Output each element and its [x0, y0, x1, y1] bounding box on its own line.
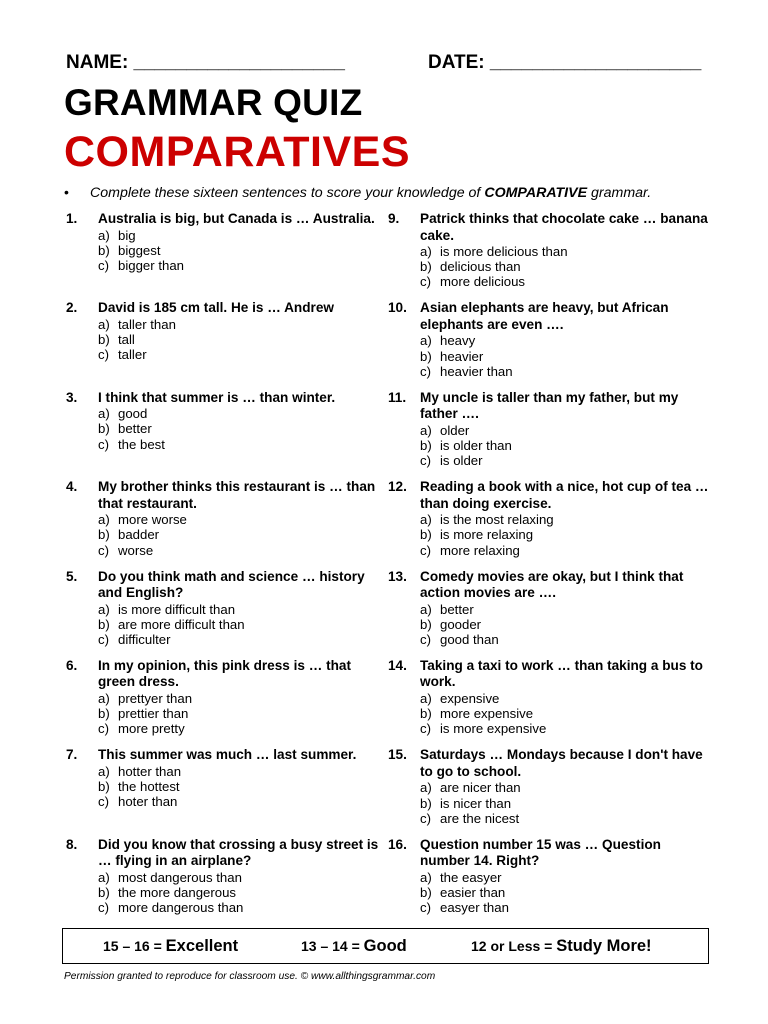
question-text: Do you think math and science … history and English?: [98, 568, 365, 601]
option-letter: c): [420, 453, 431, 469]
option-text: is older than: [440, 437, 512, 453]
option-letter: a): [420, 869, 432, 885]
question-number: 10.: [388, 300, 407, 316]
answer-option[interactable]: [420, 780, 712, 795]
question-text: In my opinion, this pink dress is … that green dress.: [98, 657, 352, 690]
option-text: heavier: [440, 348, 484, 364]
question-body: [420, 390, 712, 469]
answer-option[interactable]: [420, 543, 712, 558]
question-text: Patrick thinks that chocolate cake … banana cake.: [420, 211, 708, 243]
option-text: the hottest: [118, 779, 180, 795]
question-number: 12.: [388, 479, 407, 495]
question-item: [388, 747, 708, 836]
answer-option[interactable]: [98, 721, 390, 736]
question-body: [98, 390, 390, 452]
answer-option[interactable]: [98, 764, 390, 779]
option-letter: b): [420, 616, 432, 632]
answer-option[interactable]: [420, 364, 712, 379]
score-label: Excellent: [165, 937, 239, 955]
answer-option[interactable]: [420, 617, 712, 632]
option-letter: c): [98, 436, 109, 452]
option-letter: b): [98, 332, 110, 348]
answer-option[interactable]: [420, 527, 712, 542]
option-text: tall: [118, 332, 135, 348]
page-subtitle: COMPARATIVES: [64, 128, 411, 176]
question-number: 6.: [66, 657, 78, 673]
question-text: David is 185 cm tall. He is … Andrew: [98, 300, 334, 316]
option-text: better: [440, 601, 474, 617]
question-number: 13.: [388, 568, 407, 584]
score-range: 15 – 16 =: [103, 938, 166, 954]
question-number: 16.: [388, 836, 407, 852]
option-letter: a): [98, 227, 110, 243]
answer-option[interactable]: [420, 349, 712, 364]
question-body: [98, 211, 390, 273]
page-title: GRAMMAR QUIZ: [64, 82, 363, 123]
option-text: is more relaxing: [440, 527, 534, 543]
score-excellent: [103, 937, 238, 956]
question-body: [98, 837, 390, 916]
question-text: Taking a taxi to work … than taking a bus to work.: [420, 657, 703, 690]
option-text: badder: [118, 527, 160, 543]
option-text: gooder: [440, 616, 482, 632]
option-letter: b): [420, 884, 432, 900]
score-good: [301, 937, 407, 956]
answer-option[interactable]: [420, 244, 712, 259]
scoring-box: [62, 928, 709, 964]
option-letter: a): [420, 690, 432, 706]
option-text: are the nicest: [440, 810, 520, 826]
question-item: [66, 658, 386, 747]
option-letter: b): [420, 348, 432, 364]
question-text: Asian elephants are heavy, but African elephants are even ….: [420, 300, 669, 332]
option-text: easyer than: [440, 900, 509, 916]
footer-permission: Permission granted to reproduce for classroom use. © www.allthingsgrammar.com: [64, 971, 436, 982]
answer-option[interactable]: [420, 870, 712, 885]
answer-option[interactable]: [420, 453, 712, 468]
option-text: good than: [440, 631, 499, 647]
option-letter: c): [420, 363, 431, 379]
question-text: Australia is big, but Canada is … Australia.: [98, 211, 375, 226]
question-text: Reading a book with a nice, hot cup of tea … than doing exercise.: [420, 479, 709, 511]
question-number: 7.: [66, 747, 78, 763]
option-letter: c): [98, 900, 109, 916]
option-text: is more delicious than: [440, 244, 568, 259]
question-body: [420, 211, 712, 290]
option-letter: a): [98, 690, 110, 706]
option-letter: c): [98, 257, 109, 273]
question-number: 3.: [66, 389, 78, 405]
option-text: prettier than: [118, 706, 189, 722]
answer-option[interactable]: [420, 796, 712, 811]
option-text: delicious than: [440, 259, 521, 275]
option-text: the more dangerous: [118, 884, 237, 900]
question-item: [66, 300, 386, 389]
answer-option[interactable]: [420, 259, 712, 274]
question-item: [66, 479, 386, 568]
option-text: older: [440, 422, 470, 438]
question-text: My uncle is taller than my father, but my father ….: [420, 389, 679, 422]
answer-option[interactable]: [98, 632, 390, 647]
option-letter: c): [98, 347, 109, 363]
option-letter: a): [420, 333, 432, 349]
questions-right-column: [388, 211, 708, 926]
option-text: more expensive: [440, 706, 534, 722]
bullet-icon: •: [64, 184, 69, 200]
question-number: 15.: [388, 747, 407, 763]
option-text: more relaxing: [440, 542, 520, 558]
answer-option[interactable]: [420, 885, 712, 900]
question-number: 8.: [66, 836, 78, 852]
score-study-more: [471, 937, 652, 956]
option-letter: c): [98, 721, 109, 737]
question-item: [388, 390, 708, 479]
option-text: biggest: [118, 242, 161, 258]
instructions: [64, 184, 724, 201]
answer-option[interactable]: [98, 258, 390, 273]
name-field[interactable]: NAME: ____________________: [66, 52, 345, 73]
option-letter: a): [420, 244, 432, 259]
option-text: difficulter: [118, 631, 171, 647]
question-body: [420, 837, 712, 916]
instructions-emphasis: COMPARATIVE: [484, 185, 588, 201]
answer-option[interactable]: [420, 632, 712, 647]
option-text: heavy: [440, 333, 476, 349]
question-number: 2.: [66, 300, 78, 316]
answer-option[interactable]: [98, 347, 390, 362]
question-item: [388, 300, 708, 389]
question-number: 5.: [66, 568, 78, 584]
question-body: [98, 569, 390, 648]
option-text: is nicer than: [440, 795, 512, 811]
option-letter: a): [98, 763, 110, 779]
option-text: bigger than: [118, 257, 184, 273]
option-text: easier than: [440, 884, 506, 900]
option-letter: b): [98, 779, 110, 795]
answer-option[interactable]: [98, 406, 390, 421]
option-letter: c): [420, 721, 431, 737]
question-body: [420, 569, 712, 648]
question-body: [98, 747, 390, 809]
option-text: prettyer than: [118, 690, 193, 706]
option-text: taller than: [118, 316, 176, 332]
question-item: [388, 211, 708, 300]
question-text: Did you know that crossing a busy street is … flying in an airplane?: [98, 836, 379, 869]
option-letter: b): [98, 884, 110, 900]
question-body: [420, 479, 712, 558]
answer-option[interactable]: [98, 885, 390, 900]
option-letter: b): [98, 706, 110, 722]
answer-option[interactable]: [98, 602, 390, 617]
question-text: I think that summer is … than winter.: [98, 389, 336, 405]
option-letter: a): [420, 422, 432, 438]
question-text: Comedy movies are okay, but I think that action movies are ….: [420, 568, 684, 601]
option-letter: b): [98, 242, 110, 258]
option-letter: a): [420, 512, 432, 528]
option-letter: a): [420, 601, 432, 617]
question-number: 11.: [388, 389, 407, 405]
question-text: Question number 15 was … Question number 14. Right?: [420, 836, 661, 869]
answer-option[interactable]: [98, 870, 390, 885]
option-text: is more difficult than: [118, 601, 236, 617]
option-text: are nicer than: [440, 780, 521, 796]
question-item: [66, 747, 386, 836]
question-text: My brother thinks this restaurant is … than that restaurant.: [98, 479, 376, 511]
option-letter: c): [420, 631, 431, 647]
option-text: more worse: [118, 512, 187, 528]
option-letter: c): [98, 542, 109, 558]
answer-option[interactable]: [98, 617, 390, 632]
answer-option[interactable]: [98, 332, 390, 347]
option-letter: c): [98, 794, 109, 810]
option-text: most dangerous than: [118, 869, 242, 885]
option-letter: c): [420, 810, 431, 826]
option-text: taller: [118, 347, 147, 363]
answer-option[interactable]: [420, 423, 712, 438]
questions-left-column: [66, 211, 386, 926]
option-letter: a): [420, 780, 432, 796]
option-text: better: [118, 421, 152, 437]
answer-option[interactable]: [98, 421, 390, 436]
option-letter: a): [98, 512, 110, 528]
question-body: [98, 479, 390, 558]
question-item: [66, 837, 386, 926]
answer-option[interactable]: [98, 794, 390, 809]
answer-option[interactable]: [98, 543, 390, 558]
question-number: 14.: [388, 657, 407, 673]
date-field[interactable]: DATE: ____________________: [428, 52, 702, 73]
question-number: 9.: [388, 211, 400, 226]
question-item: [388, 837, 708, 926]
question-text: This summer was much … last summer.: [98, 747, 357, 763]
question-body: [98, 658, 390, 737]
option-letter: a): [98, 316, 110, 332]
option-letter: b): [420, 259, 432, 275]
option-letter: a): [98, 406, 110, 422]
answer-option[interactable]: [420, 512, 712, 527]
option-text: more pretty: [118, 721, 185, 737]
question-item: [66, 211, 386, 300]
question-number: 4.: [66, 479, 78, 495]
option-text: the best: [118, 436, 165, 452]
score-label: Good: [363, 937, 407, 955]
answer-option[interactable]: [420, 691, 712, 706]
score-range: 12 or Less =: [471, 938, 557, 954]
option-text: heavier than: [440, 363, 513, 379]
answer-option[interactable]: [420, 333, 712, 348]
option-text: is the most relaxing: [440, 512, 554, 528]
question-text: Saturdays … Mondays because I don't have to go to school.: [420, 747, 703, 779]
option-letter: b): [420, 795, 432, 811]
option-text: hoter than: [118, 794, 178, 810]
answer-option[interactable]: [420, 900, 712, 915]
answer-option[interactable]: [98, 691, 390, 706]
option-text: worse: [118, 542, 154, 558]
answer-option[interactable]: [420, 438, 712, 453]
question-number: 1.: [66, 211, 78, 226]
option-letter: b): [420, 706, 432, 722]
option-text: the easyer: [440, 869, 502, 885]
option-text: good: [118, 406, 148, 422]
answer-option[interactable]: [98, 512, 390, 527]
question-item: [66, 569, 386, 658]
option-letter: b): [98, 421, 110, 437]
answer-option[interactable]: [98, 437, 390, 452]
question-body: [98, 300, 390, 362]
instructions-text-after: grammar.: [587, 185, 652, 201]
answer-option[interactable]: [98, 900, 390, 915]
option-text: more delicious: [440, 274, 526, 290]
answer-option[interactable]: [98, 527, 390, 542]
option-text: big: [118, 227, 136, 243]
answer-option[interactable]: [98, 228, 390, 243]
option-letter: c): [420, 542, 431, 558]
option-text: more dangerous than: [118, 900, 244, 916]
option-letter: c): [420, 900, 431, 916]
option-letter: b): [98, 527, 110, 543]
answer-option[interactable]: [98, 317, 390, 332]
answer-option[interactable]: [98, 706, 390, 721]
option-letter: b): [98, 616, 110, 632]
question-item: [388, 569, 708, 658]
option-text: is older: [440, 453, 483, 469]
option-letter: b): [420, 437, 432, 453]
option-letter: c): [98, 631, 109, 647]
score-range: 13 – 14 =: [301, 938, 364, 954]
option-letter: b): [420, 527, 432, 543]
question-body: [420, 300, 712, 379]
option-letter: c): [420, 274, 431, 290]
answer-option[interactable]: [420, 811, 712, 826]
question-item: [66, 390, 386, 479]
option-text: are more difficult than: [118, 616, 245, 632]
option-text: expensive: [440, 690, 500, 706]
option-text: hotter than: [118, 763, 182, 779]
option-letter: a): [98, 869, 110, 885]
option-text: is more expensive: [440, 721, 547, 737]
instructions-text-before: Complete these sixteen sentences to score your knowledge of: [90, 185, 485, 201]
question-body: [420, 747, 712, 826]
question-body: [420, 658, 712, 737]
answer-option[interactable]: [98, 779, 390, 794]
answer-option[interactable]: [420, 706, 712, 721]
answer-option[interactable]: [420, 602, 712, 617]
option-letter: a): [98, 601, 110, 617]
answer-option[interactable]: [420, 274, 712, 289]
question-item: [388, 479, 708, 568]
answer-option[interactable]: [98, 243, 390, 258]
score-label: Study More!: [556, 937, 652, 955]
header-fields: [66, 52, 706, 78]
answer-option[interactable]: [420, 721, 712, 736]
question-item: [388, 658, 708, 747]
